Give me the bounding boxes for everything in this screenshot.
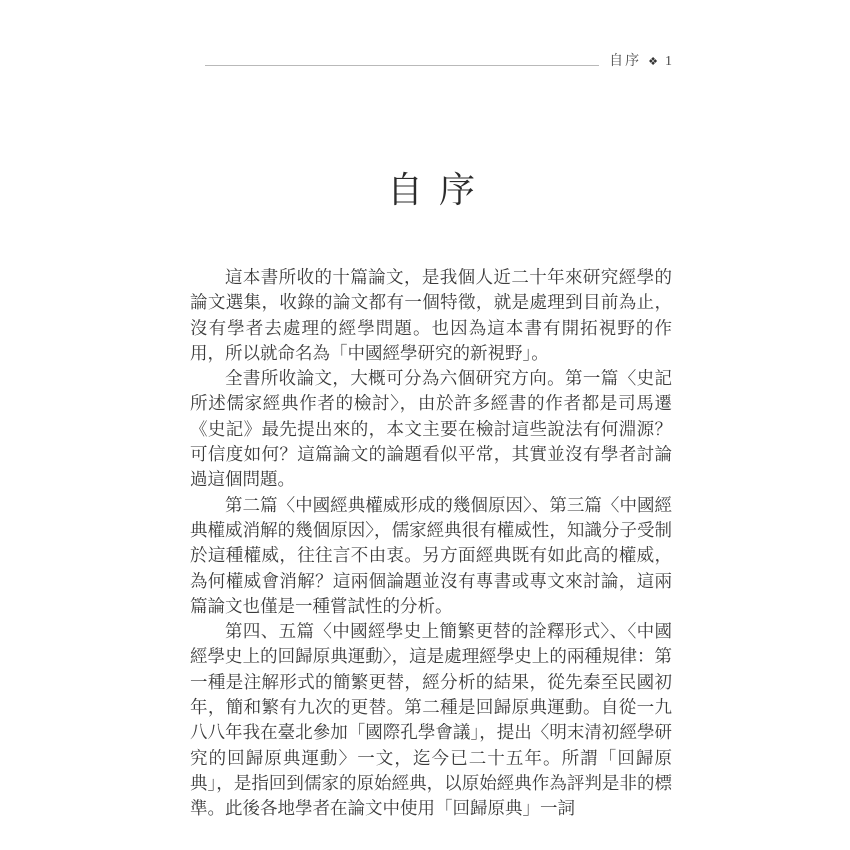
paragraph: 第四、五篇〈中國經學史上簡繁更替的詮釋形式〉、〈中國經學史上的回歸原典運動〉，這是處理經學史上的兩種規律：第一種是注解形式的簡繁更替，經分析的結果，從先秦至民國初年，簡和繁有九次的更替。第二種是回歸原典運動。自從一九八八年我在臺北參加「國際孔學會議」，提出〈明末清初經學研究的回歸原典運動〉一文，迄今已二十五年。所謂「回歸原典」，是指回到儒家的原始經典，以原始經典作為評判是非的標準。此後各地學者在論文中使用「回歸原典」一詞 [190,621,672,819]
header-rule [205,65,599,66]
running-title: 自序 [609,54,642,69]
page-title: 自序 [386,170,491,210]
diamond-ornament-icon: ❖ [648,56,658,68]
paragraph: 全書所收論文，大概可分為六個研究方向。第一篇〈史記所述儒家經典作者的檢討〉，由於許多經書的作者都是司馬遷《史記》最先提出來的，本文主要在檢討這些說法有何淵源？可信度如何？這篇論文的論題看似平常，其實並沒有學者討論過這個問題。 [190,368,672,490]
preface-body [190,265,672,822]
page-header [205,50,672,70]
running-head [609,50,672,70]
page-number: 1 [665,54,672,69]
paragraph: 這本書所收的十篇論文，是我個人近二十年來研究經學的論文選集，收錄的論文都有一個特徵，就是處理到目前為止，沒有學者去處理的經學問題。也因為這本書有開拓視野的作用，所以就命名為「中國經學研究的新視野」。 [190,267,672,363]
paragraph: 第二篇〈中國經典權威形成的幾個原因〉、第三篇〈中國經典權威消解的幾個原因〉，儒家經典很有權威性，知識分子受制於這種權威，往往言不由衷。另方面經典既有如此高的權威，為何權威會消解？這兩個論題並沒有專書或專文來討論，這兩篇論文也僅是一種嘗試性的分析。 [190,494,672,616]
